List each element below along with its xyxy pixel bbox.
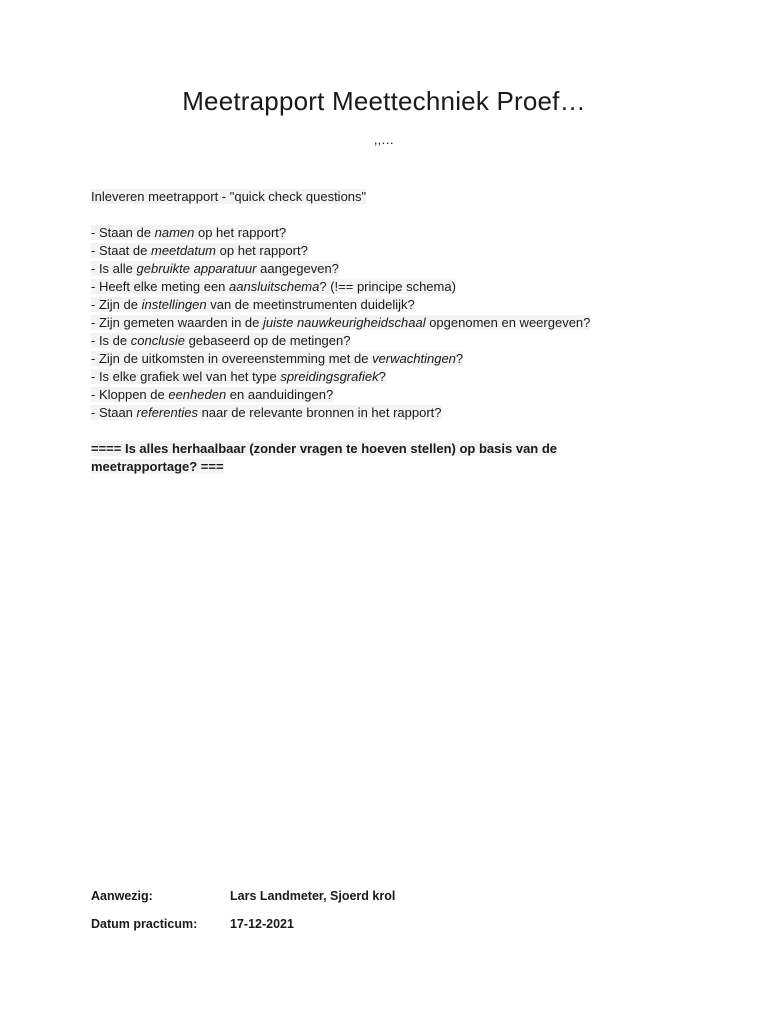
- date-value: 17-12-2021: [230, 917, 294, 931]
- item-text: gebaseerd op de metingen?: [184, 333, 351, 348]
- item-text: en aanduidingen?: [226, 387, 334, 402]
- checklist-item: [91, 314, 691, 332]
- document-subtitle: ,,…: [373, 132, 395, 147]
- repeatability-note: [91, 440, 611, 476]
- document-title: Meetrapport Meettechniek Proef…: [182, 86, 586, 116]
- present-row: [91, 889, 395, 903]
- item-text: - Staat de: [91, 243, 151, 258]
- item-emphasis: juiste nauwkeurigheidschaal: [262, 315, 426, 330]
- checklist-item: [91, 368, 691, 386]
- checklist-item: [91, 350, 691, 368]
- item-text: - Is elke grafiek wel van het type: [91, 369, 281, 384]
- item-text: - Is alle: [91, 261, 137, 276]
- item-emphasis: namen: [154, 225, 195, 240]
- checklist-item: [91, 242, 691, 260]
- item-emphasis: spreidingsgrafiek: [280, 369, 379, 384]
- checklist-item: [91, 404, 691, 422]
- item-text: ?: [455, 351, 464, 366]
- item-text: op het rapport?: [194, 225, 287, 240]
- checklist-item: [91, 296, 691, 314]
- intro-line: [91, 188, 691, 206]
- date-row: [91, 917, 294, 931]
- checklist-item: [91, 278, 691, 296]
- item-emphasis: aansluitschema: [229, 279, 320, 294]
- item-text: van de meetinstrumenten duidelijk?: [206, 297, 415, 312]
- item-text: ?: [378, 369, 386, 384]
- item-text: ? (!== principe schema): [319, 279, 456, 294]
- item-text: op het rapport?: [216, 243, 308, 258]
- item-text: aangegeven?: [256, 261, 339, 276]
- item-emphasis: gebruikte apparatuur: [136, 261, 257, 276]
- checklist: [91, 224, 691, 422]
- item-text: opgenomen en weergeven?: [425, 315, 591, 330]
- present-value: Lars Landmeter, Sjoerd krol: [230, 889, 396, 903]
- item-text: - Kloppen de: [91, 387, 169, 402]
- repeatability-note-text: ==== Is alles herhaalbaar (zonder vragen te hoeven stellen) op basis van de meetrapportage? ===: [91, 441, 558, 474]
- item-emphasis: conclusie: [130, 333, 185, 348]
- item-text: - Heeft elke meting een: [91, 279, 230, 294]
- item-text: - Staan: [91, 405, 137, 420]
- checklist-item: [91, 260, 691, 278]
- item-text: - Zijn gemeten waarden in de: [91, 315, 263, 330]
- item-emphasis: referenties: [136, 405, 198, 420]
- item-text: naar de relevante bronnen in het rapport?: [197, 405, 442, 420]
- document-body: [91, 188, 691, 476]
- item-emphasis: meetdatum: [150, 243, 217, 258]
- date-label: Datum practicum:: [91, 917, 198, 931]
- item-emphasis: eenheden: [168, 387, 227, 402]
- checklist-item: [91, 386, 691, 404]
- item-text: - Zijn de: [91, 297, 142, 312]
- item-emphasis: instellingen: [141, 297, 207, 312]
- checklist-item: [91, 332, 691, 350]
- present-label: Aanwezig:: [91, 889, 153, 903]
- item-emphasis: verwachtingen: [372, 351, 456, 366]
- checklist-item: [91, 224, 691, 242]
- item-text: - Zijn de uitkomsten in overeenstemming met de: [91, 351, 373, 366]
- item-text: - Is de: [91, 333, 131, 348]
- intro-text: Inleveren meetrapport - "quick check questions": [91, 189, 367, 204]
- item-text: - Staan de: [91, 225, 155, 240]
